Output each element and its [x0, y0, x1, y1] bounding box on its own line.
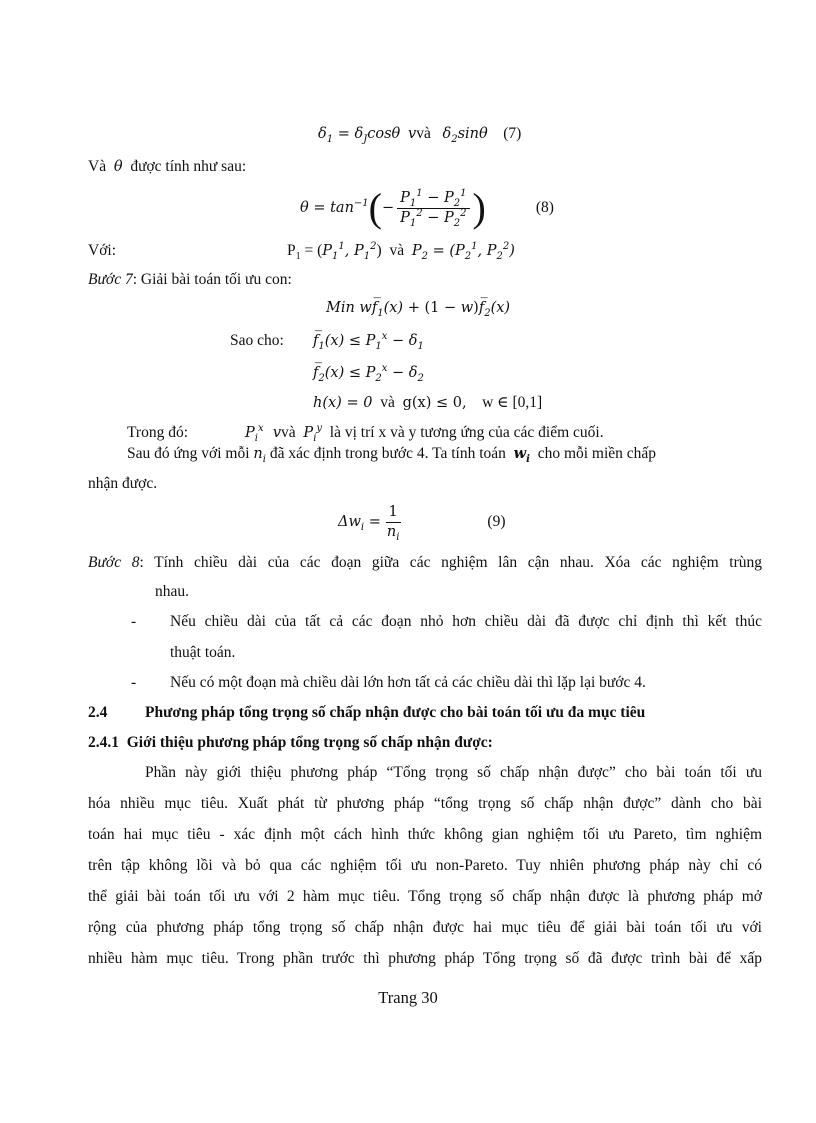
constraint-2: $f̅_2(x) \le P_2^x - \delta_2$: [313, 363, 424, 384]
equation-8: $\theta = \tan^{-1}$ ( − $\frac{P_1^1 - P_2^1}{P_1^2 - P_2^2}$ ) (8): [300, 185, 554, 230]
paragraph-line-3: toán hai mục tiêu - xác định một cách hình thức không gian nghiệm tối ưu Pareto, tìm nghiệm: [88, 826, 762, 843]
step-7: Bước 7: Giải bài toán tối ưu con:: [88, 271, 292, 288]
paragraph-line-5: thể giải bài toán tối ưu với 2 hàm mục tiêu. Tổng trọng số chấp nhận được là phương pháp mở: [88, 888, 762, 905]
section-title-2-4: Phương pháp tổng trọng số chấp nhận được cho bài toán tối ưu đa mục tiêu: [145, 704, 646, 721]
bullet-2-dash: -: [131, 674, 137, 691]
constraint-3: h(x) = 0 và g(x) ≤ 0, w ∈ [0,1]: [313, 394, 543, 411]
eq7-number: (7): [503, 125, 522, 142]
eq7-and: và: [416, 125, 431, 142]
paragraph-line-7: nhiều hàm mục tiêu. Trong phần trước thì phương pháp Tổng trọng số đã được trình bài để xấp: [88, 950, 762, 967]
with-line: Với:: [88, 242, 117, 259]
step-8-cont: nhau.: [155, 583, 190, 600]
objective: Min $wf̅_1(x) + (1$ − $w)f̅_2(x)$: [326, 300, 511, 319]
paragraph-line-6: rộng của phương pháp tổng trọng số chấp nhận được hai mục tiêu để giải bài toán tối ưu với: [88, 919, 762, 936]
eq8-number: (8): [535, 199, 554, 216]
where-line: Trong đó:: [127, 424, 189, 441]
section-heading-2-4-1: 2.4.1 Giới thiệu phương pháp tổng trọng số chấp nhận được:: [88, 734, 493, 751]
section-heading-2-4: 2.4: [88, 704, 108, 721]
bullet-1-dash: -: [131, 613, 137, 630]
eq9-number: (9): [487, 513, 506, 530]
bullet-1: Nếu chiều dài của tất cả các đoạn nhỏ hơn chiều dài đã được chỉ định thì kết thúc: [170, 613, 762, 630]
then-line-cont: nhận được.: [88, 475, 158, 492]
step-8: Bước 8: Tính chiều dài của các đoạn giữa các nghiệm lân cận nhau. Xóa các nghiệm trùng: [88, 554, 763, 571]
then-line: Sau đó ứng với mỗi $n_i$ đã xác định trong bước 4. Ta tính toán $w_i$ cho mỗi miền chấp: [127, 445, 657, 465]
subject-to: Sao cho:: [230, 332, 284, 349]
equation-9: $\Delta w_i$ = $\frac{1}{n_i}$ (9): [338, 503, 506, 543]
paragraph-line-2: hóa nhiều mục tiêu. Xuất phát từ phương pháp “tổng trọng số chấp nhận được” dành cho bài: [88, 795, 762, 812]
page-number: Trang 30: [378, 988, 438, 1007]
points-definition: $P_1 = (P_1^1$, $P_1^2$) và $P_2 = (P_2^1$, $P_2^2$): [287, 241, 515, 263]
bullet-1-cont: thuật toán.: [170, 644, 236, 661]
where-def: $P_i^x$ vvà $P_i^y$ là vị trí x và y tương ứng của các điểm cuối.: [245, 423, 604, 444]
paragraph-line-1: Phần này giới thiệu phương pháp “Tổng trọng số chấp nhận được” cho bài toán tối ưu: [145, 764, 762, 781]
bullet-2: Nếu có một đoạn mà chiều dài lớn hơn tất cả các chiều dài thì lặp lại bước 4.: [170, 674, 646, 691]
paragraph-line-4: trên tập không lồi và bỏ qua các nghiệm tối ưu non-Pareto. Tuy nhiên phương pháp này chỉ có: [88, 857, 762, 874]
constraint-1: $f̅_1(x) \le P_1^x - \delta_1$: [313, 331, 424, 352]
equation-7: $\delta_1 = \delta_J\cos\theta$ vvà $\delta_2\sin\theta$ (7): [318, 125, 522, 145]
theta-intro: Và θ được tính như sau:: [88, 158, 247, 175]
